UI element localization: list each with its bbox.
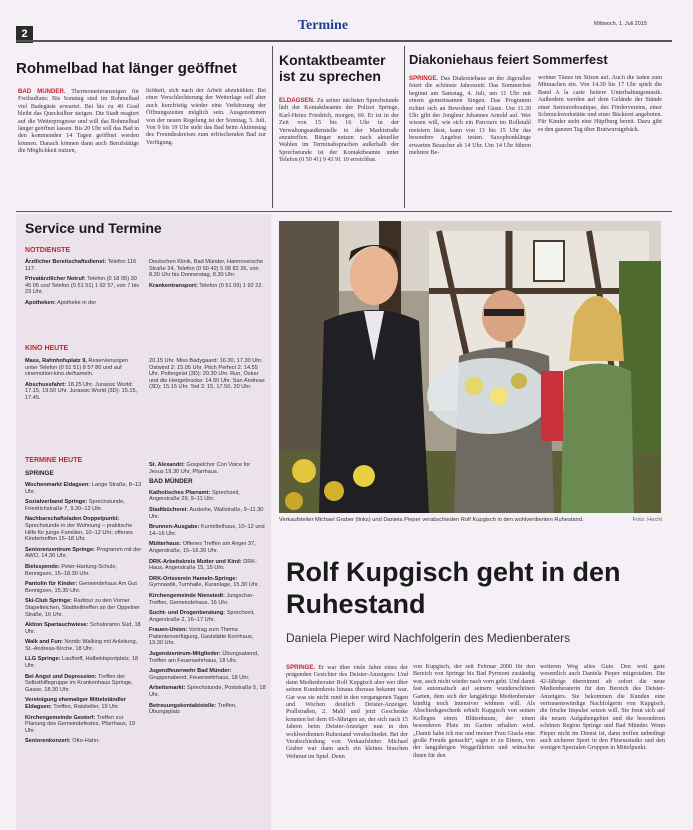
diakonie-headline: Diakoniehaus feiert Sommerfest xyxy=(409,52,608,67)
kontakt-body xyxy=(279,97,399,207)
listing-entry xyxy=(25,656,142,669)
listing-entry xyxy=(25,697,142,710)
listing-text: 18.25 Uhr. Jurassic World: 17.15, 19.50 Uhr. Jurassic World (3D): 15.15, 17.45. xyxy=(25,381,138,401)
listing-text: Gruppenabend, Feuerwehrhaus, 18 Uhr. xyxy=(149,674,250,681)
listing-label: Betreuungskontaktstelle: xyxy=(149,702,217,709)
rohmelbad-headline: Rohmelbad hat länger geöffnet xyxy=(16,60,237,77)
listing-entry xyxy=(149,559,266,572)
diakonie-col1 xyxy=(409,75,531,205)
listing-entry xyxy=(25,598,142,618)
springe-heading: SPRINGE xyxy=(25,470,54,477)
listing-label: Apotheken: xyxy=(25,299,56,306)
listing-text: Gymnastik, Turnhalle, Kuranlage, 15.30 Uhr. xyxy=(149,582,260,589)
listing-label: Vereinigung ehemaliger Mittelständler Eldagsen: xyxy=(25,697,127,711)
listing-entry xyxy=(25,482,142,495)
listing-entry xyxy=(149,507,266,520)
listing-label: Sozialverband Springe: xyxy=(25,499,88,506)
service-box xyxy=(16,214,271,830)
listing-text: Lauftreff, Halbeldsportplatz, 18 Uhr. xyxy=(25,656,139,670)
listing-entry xyxy=(25,547,142,560)
listing-entry xyxy=(25,738,142,745)
listing-text: Sprechstunde, Friedrichstraße 7, 9.30–12 Uhr. xyxy=(25,499,125,512)
diakonie-col2 xyxy=(538,75,662,205)
listing-text: Programm mit der AWO, 14.30 Uhr. xyxy=(25,546,142,560)
listing-text: Reservierungen unter Telefon (0 51 51) 8 57 80 und auf cinemotion-kino.de/hameln. xyxy=(25,358,128,378)
section-title: Termine xyxy=(298,18,349,33)
diakonie-dateline: SPRINGE. xyxy=(409,75,439,82)
notdienste-heading: NOTDIENSTE xyxy=(25,247,71,254)
listing-text: Telefon (0 18 05) 30 45 05 und Telefon (0 51 51) 1 92 57, von 7 bis 23 Uhr. xyxy=(25,276,140,296)
listing-label: Stadtbücherei: xyxy=(149,506,189,513)
listing-entry xyxy=(149,651,266,664)
listing-label: Nachbarschaftsladen Doppelpunkt: xyxy=(25,516,120,523)
listing-text: Treffen der Selbsthilfegruppe im Krankenhaus Springe, Gasse, 18.30 Uhr. xyxy=(25,673,133,693)
listing-entry xyxy=(149,462,266,475)
listing-text: Übungsabend, Treffen am Feuerwehrhaus, 18 Uhr. xyxy=(149,651,259,664)
listing-entry xyxy=(149,610,266,623)
rohmelbad-dateline: BAD MÜNDER. xyxy=(18,88,66,95)
kino-heading: KINO HEUTE xyxy=(25,345,69,352)
listing-text: Apotheke in der xyxy=(57,299,97,306)
listing-entry xyxy=(25,581,142,594)
kontakt-text: Zu seiner nächsten Sprechstunde lädt der Kontaktbeamte der Polizei Springe, Karl-Heinz Friedrich, morgen, 60. Er ist in der Zeit von 15 bis 16 Uhr in der Verwaltungsaußenstelle in der Marktstraße anzutreffen. Bürger nutzen nach aktueller Wahlen im Terminabsprachen außerhalb der Sprechstunde ist der Kontaktbeamte unter Telefon (0 50 41) 9 43 91 10 erreichbar. xyxy=(279,98,399,164)
column-rule-2 xyxy=(404,46,405,208)
listing-entry xyxy=(25,259,142,272)
listing-label: Privatärztlicher Notruf: xyxy=(25,276,86,283)
listing-subheading xyxy=(149,479,266,486)
listing-label: Pantolin für Kinder: xyxy=(25,581,78,588)
listing-label: Seniorenzentrum Springe: xyxy=(25,546,95,553)
main-subhead: Daniela Pieper wird Nachfolgerin des Medienberaters xyxy=(286,631,571,645)
listing-text: Jungschar-Treffen, Gemeindehaus, 16 Uhr. xyxy=(149,592,255,606)
section-rule xyxy=(16,211,672,212)
page-number-text: 2 xyxy=(21,28,28,40)
rohmelbad-col1 xyxy=(18,88,139,195)
termine-right xyxy=(149,462,266,720)
listing-label: Katholisches Pfarramt: xyxy=(149,489,211,496)
listing-entry xyxy=(25,516,142,542)
main-col3 xyxy=(540,664,665,830)
termine-heading: TERMINE HEUTE xyxy=(25,457,83,464)
listing-label: Ärztlicher Bereitschaftsdienst: xyxy=(25,259,107,265)
listing-text: Ausleihe, Wallstraße, 9–11.30 Uhr. xyxy=(149,506,264,520)
listing-text: Kurmittelhaus, 10–12 und 14–16 Uhr. xyxy=(149,524,265,537)
main-headline: Rolf Kupgisch geht in den Ruhestand xyxy=(286,557,621,619)
main-col3-text: weiteren Weg alles Gute. Den weil ganz wesentlich auch Daniela Pieper mitgestalten. Die 42-Jährige übernimmt ab sofort die neue Medienberaterin für den Bereich des Deister-Anzeigers. Sie bekommen die Kunden eine vertrauenswürdige Nachfolgerin von Kupgisch, die frische Impulse setzen will. Sie freut sich auf die neuen Aufgabengebiet und die besonderen schönen Region Springe und Bad Münder. Wenn Pieper nicht im Dienst ist, dann treffen unbedingt auch sicheren Sport in den Fitnessstudio und den wenigen Spezialen Gruppen in Mittelpunkt. xyxy=(540,664,665,752)
listing-label: Arbeitsmarkt: xyxy=(149,685,186,692)
issue-date: Mittwoch, 1. Juli 2015 xyxy=(594,21,647,27)
photo-caption xyxy=(279,517,662,524)
listing-label: Kirchengemeinde Gestorf: xyxy=(25,714,96,721)
listing-entry xyxy=(149,685,266,698)
listing-text: Schuloramn Süd, 18 Uhr. xyxy=(25,622,141,635)
listing-label: Seniorenkonzert: xyxy=(25,738,71,745)
photo xyxy=(279,221,661,513)
listing-text: Sprechstunde, Poststraße 5, 18 Uhr. xyxy=(149,685,266,699)
listing-entry xyxy=(149,627,266,647)
listing-entry xyxy=(25,639,142,652)
listing-text: Vortrag zum Thema Patientenverfügung, Gaststätte Kornhaus, 19.30 Uhr. xyxy=(149,627,254,647)
listing-entry xyxy=(149,490,266,503)
listing-entry xyxy=(25,622,142,635)
kontakt-headline: Kontaktbeamter ist zu sprechen xyxy=(279,52,386,84)
listing-entry xyxy=(25,276,142,296)
listing-text: Deutschen Klinik, Bad Münder, Hannoversche Straße 24, Telefon (0 50 42) 5 08 82 26, von 8.30 Uhr bis Donnerstag, 8.30 Uhr. xyxy=(149,259,264,279)
listing-text: Sprechstunde in der Wohnung – praktische Hilfe für junge Familien, 10–12 Uhr; offenes Kindertreffen 15–18 Uhr. xyxy=(25,522,133,543)
listing-text: Nordic Walking mit Anleitung, St.-Andreas-Kirche, 18 Uhr. xyxy=(25,639,138,652)
listing-label: Krankentransport: xyxy=(149,282,198,289)
listing-entry xyxy=(149,668,266,681)
listing-text: 20.15 Uhr. Miss Badygaard: 16.30, 17.30 Uhr. Ostwind 2: 15.05 Uhr. Pitch Perfect 2: 14.55 Uhr. Poltergeist (3D): 20.30 Uhr. Run, Oskar und die Hengebrucke: 14.50 Uhr. San Andreas (3D): 15.15 Uhr. Ted 2: 15, 17.50, 20 Uhr. xyxy=(149,358,265,391)
main-dateline: SPRINGE. xyxy=(286,664,316,671)
listing-entry xyxy=(25,300,142,307)
listing-entry xyxy=(149,259,266,279)
listing-entry xyxy=(25,715,142,735)
kino-right xyxy=(149,358,266,395)
rohmelbad-col2 xyxy=(146,88,266,195)
diakonie-col1-text: Das Diakoniehaus an der Jägerallee feiert die schönste Jahreszeit: Das Sommerfest beginnt am Samstag, 4. Juli, um 11 Uhr mit einem gemeinsamen Singen. Das Programm richtet sich an Bewohner und Gäste. Um 11.30 Uhr gibt der Jongleur Johannes Arnold auf. Wer wissen will, wie sich ein Parcours im Rollstuhl meistern lässt, kann von 13 bis 15 Uhr das besondere Angebot testen. Saxophonklänge erwarten Besucher ab 14 Uhr. Um 14 Uhr führen mehrere Be- xyxy=(409,76,531,157)
listing-entry xyxy=(149,576,266,589)
listing-entry xyxy=(149,541,266,554)
listing-text: Sprechzeit, Angerstraße 29, 9–11 Uhr. xyxy=(149,489,240,503)
header-rule xyxy=(16,40,672,42)
listing-label: Aktion Spartauchwiese: xyxy=(25,622,89,629)
photo-caption-text: Verkaufsleiter Michael Graber (links) und Daniela Pieper verabschieden Rolf Kupgisch in den wohlverdienten Ruhestand. xyxy=(279,517,584,523)
service-title: Service und Termine xyxy=(25,220,162,236)
listing-text: Sprechzeit, Angerstraße 2, 16–17 Uhr. xyxy=(149,610,255,623)
listing-label: Bielsspende: xyxy=(25,563,60,570)
listing-text: Treffen zur Planung des Gemeindefestes, Pfarrhaus, 19 Uhr. xyxy=(25,714,136,734)
listing-entry xyxy=(149,358,266,391)
listing-text: Radtour zu den Vorner Stapelteichen, Stadtteiltreffen an der Oppelner Straße, 16 Uhr. xyxy=(25,598,140,618)
listing-text: DRK-Haus, Angerstraße 15, 15 Uhr. xyxy=(149,558,257,572)
listing-label: Frauen-Union: xyxy=(149,627,188,634)
main-col2 xyxy=(413,664,535,830)
listing-entry xyxy=(25,499,142,512)
listing-label: BAD MÜNDER xyxy=(149,478,193,486)
listing-text: Treffen, Übungsplatz xyxy=(149,702,237,716)
listing-text: Gospelchor Con Voice for Jesus 19.30 Uhr, Pfarrhaus. xyxy=(149,462,251,475)
notdienste-right xyxy=(149,259,266,293)
listing-label: Sucht- und Drogenberatung: xyxy=(149,610,226,617)
rohmelbad-col2-text: lichkeit, sich nach der Arbeit abzukühlen. Bei einer Verschlechterung der Wetterlage soll aber auch kurzfristig wieder eine Verkürzung der Öffnungszeiten möglich sein. Ausgenommen von der neuen Regelung ist der Sonntag, 5. Juli. Von 9 bis 19 Uhr steht das Bad beim Aktionstag des Freundeskreises zum erfrischenden Bad zur Verfügung. xyxy=(146,88,266,146)
listing-text: Gemeindehaus Am Gut Bennigsen, 15.30 Uhr. xyxy=(25,581,137,594)
listing-entry xyxy=(149,524,266,537)
listing-label: Bei Angst und Depression: xyxy=(25,673,97,680)
listing-entry xyxy=(25,674,142,694)
kino-left xyxy=(25,358,142,406)
listing-entry xyxy=(149,283,266,290)
main-col1-text: Er war über viele Jahre eines der prägenden Gesichter des Deister-Anzeigers: Und dann Medienberater Rolf Kupgisch aber wer über seinen Kundenkreis hinaus überaus bekannt war. Gar was sie nicht rund in den vergangenen Tagen und Wochen deutlich Deister-Anzeiger. Prallstraßen, 2. Mahl und jetzt Geschenke konnten bei dem 65-Jährigen an, der sich nach 15 Jahren beim Deister-Anzeiger nun in den wohlverdienten Ruhestand verabschiedet. Bei der Verabschiedung von Verkaufsleiter Michael Graber war dann auch ein kleines bisschen Wehmut im Spiel. Denn xyxy=(286,665,408,760)
listing-label: Ski-Club Springe: xyxy=(25,598,72,605)
column-rule xyxy=(272,46,273,208)
listing-text: Telefon 116 117. xyxy=(25,259,137,272)
listing-entry xyxy=(149,593,266,606)
listing-label: Kirchengemeinde Nienstedt: xyxy=(149,592,225,599)
listing-label: DRK-Arbeitskreis Mutter und Kind: xyxy=(149,558,242,565)
listing-entry xyxy=(25,382,142,402)
main-col2-text: von Kupgisch, der seit Februar 2000 für den Bereich von Springe bis Bad Pyrmont zuständig war, auch nicht wieder nach vorn geht. Und damit fast automatisch auf seinem wunderschönen Garten, dem sich der langjährige Medienberater künftig noch intensiver widmen will. Als Abschiedsgeschenk erhielt Kupgisch von seinen Kollegen einen Blütenbaum, der einen besonderen Platz im Garten erhalten wird. „Damit habe ich nur und meiner Frau Gisela eine große Freude gemacht“, sagte er zu Einem, von der langjährigen Weggefährten und wünschte ihnen für den xyxy=(413,664,535,759)
listing-text: Otto-Hahn- xyxy=(72,738,100,745)
listing-label: DRK-Ortsverein Hameln-Springe: xyxy=(149,575,238,582)
listing-label: Jugendfeuerwehr Bad Münder: xyxy=(149,668,232,675)
listing-text: Lange Straße, 8–13 Uhr. xyxy=(25,482,142,495)
listing-label: Walk and Fun: xyxy=(25,639,64,646)
photo-illustration xyxy=(279,221,661,513)
kontakt-dateline: ELDAGSEN. xyxy=(279,97,315,104)
listing-text: Telefon (0 51 09) 1 92 22. xyxy=(199,282,264,289)
listing-label: Jugendzentrum-Mitglieder: xyxy=(149,651,221,658)
listing-label: St. Alexandri: xyxy=(149,462,185,468)
listing-label: Mass, Rahnhofsplatz 9, xyxy=(25,358,87,364)
listing-label: Brunnen-Ausgabe: xyxy=(149,524,200,531)
listing-text: Offenes Treffen am Anger 37, Angerstraße, 15–16.30 Uhr. xyxy=(149,541,256,554)
listing-text: Treffen, Ratskeller, 19 Uhr. xyxy=(53,704,120,711)
listing-entry xyxy=(25,358,142,378)
listing-entry xyxy=(149,703,266,716)
listing-label: Wochenmarkt Eldagsen: xyxy=(25,482,91,488)
listing-label: Mütterhaus: xyxy=(149,541,182,548)
notdienste-left xyxy=(25,259,142,311)
listing-label: LLG Springe: xyxy=(25,656,61,663)
listing-entry xyxy=(25,564,142,577)
termine-left xyxy=(25,482,142,749)
listing-text: Peter-Hartung-Schule, Bennigsen, 15–18.30 Uhr. xyxy=(25,563,118,577)
main-col1 xyxy=(286,664,408,830)
photo-credit: Foto: Hecht xyxy=(632,517,662,523)
listing-label: Abschussfahrt: xyxy=(25,381,67,388)
diakonie-col2-text: wohner Tänze im Sitzen auf. Auch die laden zum Mitmachen ein. Von 14.30 bis 17 Uhr spielt die Band A la carte heitere Unterhaltungsmusik. Außerdem werden auf dem Gelände der Stände einer Seniorenboutique, des Fördervereins, einer Schmuckwerkstätte und einer Bäckerei angeboten. Für Kinder steht eine Hüpfburg bereit. Dazu gibt es den ganzen Tag über Bratwurstgebäck. xyxy=(538,75,662,133)
rohmelbad-col1-text: Thermometeranzeigen für Freibadfans: Bis Sonntag sind im Rohmelbad viel Badegäste erwartet. Bei bis zu 40 Grad bleibt das Quecksilber steigen. Die Stadt reagiert auf die Wetterprognose und will das Rohmelbad länger geöffnet lassen. Bis 20 Uhr soll das Bad in den kommenden 14 Tagen geöffnet werden können. Danach können dann auch Berufstätige die Möglichkeit nutzen, xyxy=(18,89,139,155)
